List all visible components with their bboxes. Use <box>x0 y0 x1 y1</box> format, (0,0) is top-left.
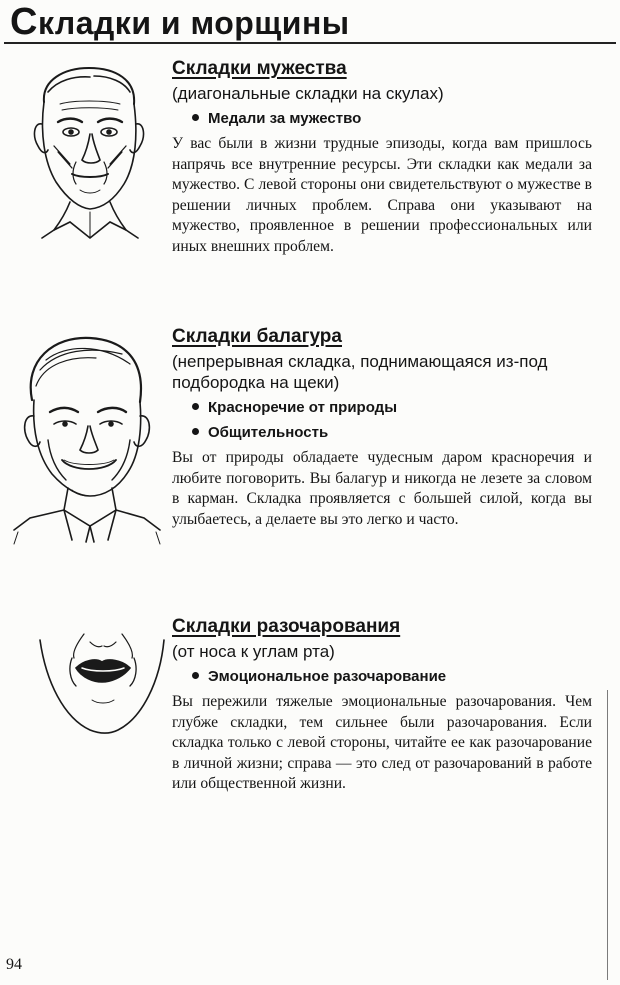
section-heading: Складки мужества <box>172 58 347 79</box>
bullet-icon <box>192 672 199 679</box>
section-subtitle: (непрерывная складка, поднимающаяся из-под подбородка на щеки) <box>172 352 548 392</box>
portrait-smiling-man <box>10 330 165 545</box>
page-title <box>10 2 350 43</box>
bullet-text: Общительность <box>208 424 329 441</box>
section-heading: Складки разочарования <box>172 616 401 637</box>
portrait-older-man <box>14 62 164 252</box>
section-subtitle: (от носа к углам рта) <box>172 642 335 661</box>
bullet-text: Красноречие от природы <box>208 399 398 416</box>
margin-scan-line <box>607 690 608 980</box>
section-joker <box>172 326 592 530</box>
section-disappointment <box>172 616 592 795</box>
section-body: Вы пережили тяжелые эмоциональные разочарования. Чем глубже складки, тем сильнее были разочарования. Если складка только с левой стороны, читайте ее как разочарование в личной жизни; справа — это след от разочарований в работе или общественной жизни. <box>172 693 592 792</box>
bullet-icon <box>192 403 199 410</box>
bullet-text: Медали за мужество <box>208 110 362 127</box>
page-number: 94 <box>6 956 22 973</box>
bullet-item <box>172 667 592 687</box>
bullet-item <box>172 109 592 129</box>
section-heading: Складки балагура <box>172 326 342 347</box>
section-body: Вы от природы обладаете чудесным даром красноречия и любите поговорить. Вы балагур и никогда не лезете за словом в карман. Складка проявляется с большей силой, когда вы улыбаетесь, а делаете вы это легко и часто. <box>172 449 592 528</box>
bullet-item <box>172 423 592 443</box>
page-title-rest: кладки и морщины <box>37 5 350 41</box>
section-subtitle: (диагональные складки на скулах) <box>172 84 444 103</box>
section-courage <box>172 58 592 257</box>
title-rule <box>4 42 616 44</box>
page-title-initial: С <box>10 1 38 43</box>
bullet-icon <box>192 114 199 121</box>
portrait-lower-face <box>38 622 168 742</box>
section-body: У вас были в жизни трудные эпизоды, когда вам пришлось напрячь все внутренние ресурсы. Эти складки как медали за мужество. С левой стороны они свидетельствуют о мужестве в решении личных проблем. Справа они указывают на мужество, проявленное в решении профессиональных или иных внешних проблем. <box>172 135 592 255</box>
bullet-text: Эмоциональное разочарование <box>208 668 447 685</box>
bullet-icon <box>192 428 199 435</box>
bullet-item <box>172 398 592 418</box>
